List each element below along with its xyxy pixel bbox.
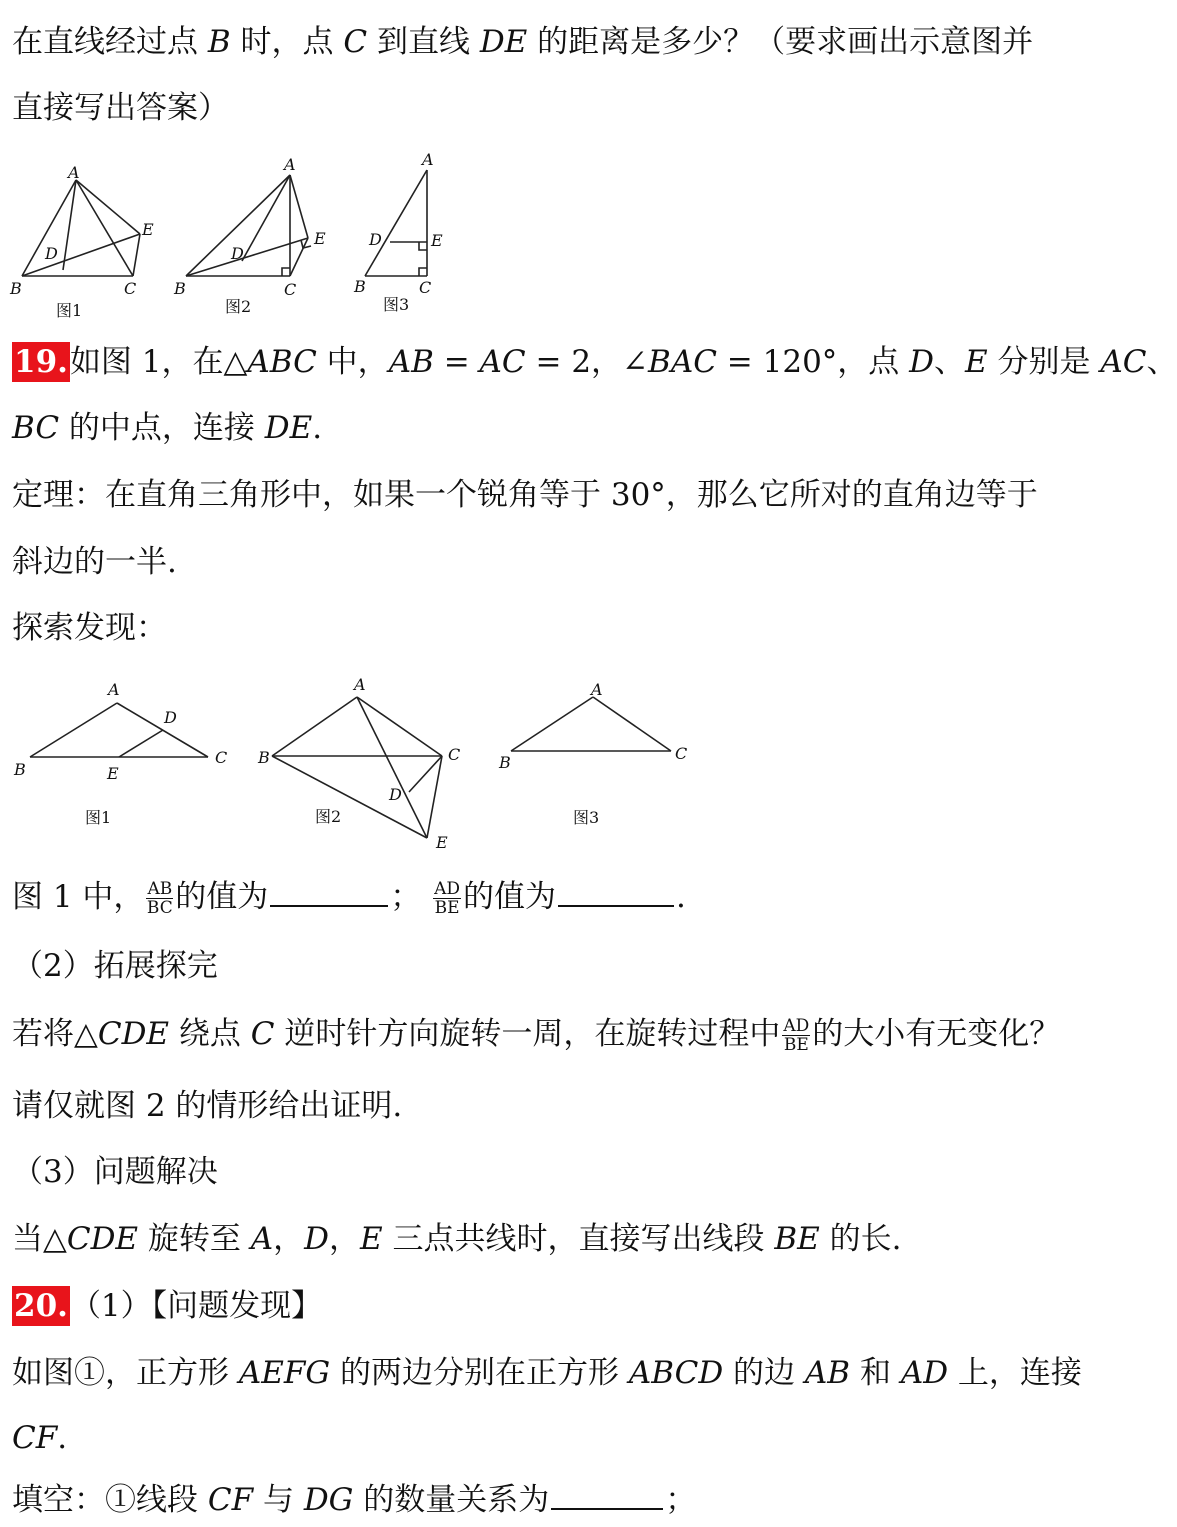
q19-part2-title: （2）拓展探完: [12, 948, 218, 984]
q19-fig2-label-D: D: [389, 785, 402, 804]
q19-explore-heading: 探索发现：: [12, 610, 167, 646]
q19-fig1-label-A: A: [108, 680, 120, 699]
q18-fig1-label-E: E: [142, 220, 154, 239]
q20-answer-blank-1[interactable]: [551, 1478, 663, 1510]
q19-part3-title: （3）问题解决: [12, 1154, 218, 1190]
q19-figure-3: [495, 675, 705, 835]
q18-line1: 在直线经过点 B 时，点 C 到直线 DE 的距离是多少？（要求画出示意图并: [12, 24, 1034, 60]
q19-part1-answer-blank-1[interactable]: [270, 875, 388, 907]
q19-fig2-label-A: A: [354, 675, 366, 694]
q18-fig2-label-E: E: [314, 229, 326, 248]
q18-fig3-label-A: A: [422, 150, 434, 169]
q18-fig1-label-D: D: [45, 244, 58, 263]
q19-part2-fraction-ad-be: $\frac{AD}{BE}$: [783, 1016, 810, 1055]
q19-fig1-label-D: D: [164, 708, 177, 727]
q18-fig3-label-C: C: [419, 278, 432, 297]
q18-fig3-label-B: B: [354, 277, 366, 296]
q19-theorem-line2: 斜边的一半.: [12, 544, 177, 580]
q18-figure-2: [170, 150, 340, 320]
q18-fig3-label-E: E: [431, 231, 443, 250]
q20-title: 20.（1）【问题发现】: [14, 1288, 323, 1324]
q19-fig1-label-C: C: [215, 748, 228, 767]
q19-theorem-line1: 定理：在直角三角形中，如果一个锐角等于 30°，那么它所对的直角边等于: [12, 477, 1038, 513]
q18-fig1-label-C: C: [124, 279, 137, 298]
q19-part2-line2: 请仅就图 2 的情形给出证明.: [12, 1088, 403, 1124]
q18-fig3-caption: 图3: [383, 295, 410, 314]
q19-part1-fraction-ad-be: $\frac{AD}{BE}$: [434, 879, 460, 918]
q19-part1-fraction-ab-bc: $\frac{AB}{BC}$: [146, 879, 173, 918]
q19-intro-line2: BC 的中点，连接 DE.: [12, 410, 323, 446]
q19-part2: 若将△CDE 绕点 C 逆时针方向旋转一周，在旋转过程中 $\frac{AD}{BE}$ 的大小有无变化？: [12, 1016, 1061, 1055]
q18-fig2-caption: 图2: [225, 297, 252, 316]
q18-fig1-caption: 图1: [56, 301, 83, 320]
q18-fig3-label-D: D: [369, 230, 382, 249]
q19-number-badge: 19.: [14, 344, 68, 380]
q19-fig3-label-B: B: [499, 753, 511, 772]
q19-fig1-caption: 图1: [85, 808, 112, 827]
q20-number-badge: 20.: [14, 1288, 68, 1324]
q19-fig2-label-E: E: [436, 833, 448, 852]
q19-intro: 19.如图 1，在△ABC 中，AB = AC = 2，∠BAC = 120°，点 D、E 分别是 AC、: [14, 344, 1177, 380]
q18-line2: 直接写出答案）: [12, 90, 229, 126]
q18-fig2-label-B: B: [174, 279, 186, 298]
q19-figure-1: [10, 675, 250, 835]
q18-fig1-label-B: B: [10, 279, 22, 298]
q18-figure-3: [345, 148, 455, 320]
q19-part1-answer-blank-2[interactable]: [558, 875, 674, 907]
q19-fig3-label-A: A: [591, 680, 603, 699]
q19-part3: 当△CDE 旋转至 A，D，E 三点共线时，直接写出线段 BE 的长.: [12, 1221, 902, 1257]
q19-fig2-caption: 图2: [315, 807, 342, 826]
q19-fig3-label-C: C: [675, 744, 688, 763]
q20-line1: 如图①，正方形 AEFG 的两边分别在正方形 ABCD 的边 AB 和 AD 上，连接: [12, 1355, 1082, 1391]
q18-fig2-label-D: D: [231, 244, 244, 263]
q18-fig2-label-C: C: [284, 280, 297, 299]
q19-fig1-label-E: E: [107, 764, 119, 783]
q19-fig1-label-B: B: [14, 760, 26, 779]
q19-fig2-label-B: B: [258, 748, 270, 767]
q19-fig2-label-C: C: [448, 745, 461, 764]
q19-figure-2: [252, 672, 482, 857]
q19-part1: 图 1 中， $\frac{AB}{BC}$ 的值为 ； $\frac{AD}{BE}$ 的值为 .: [12, 875, 1072, 917]
q18-fig2-label-A: A: [284, 155, 296, 174]
q18-figure-1: [8, 158, 168, 323]
q18-fig1-label-A: A: [68, 163, 80, 182]
q20-line2: CF.: [12, 1420, 68, 1456]
q19-fig3-caption: 图3: [573, 808, 600, 827]
q20-line3: 填空：①线段 CF 与 DG 的数量关系为 ；: [12, 1478, 1072, 1520]
